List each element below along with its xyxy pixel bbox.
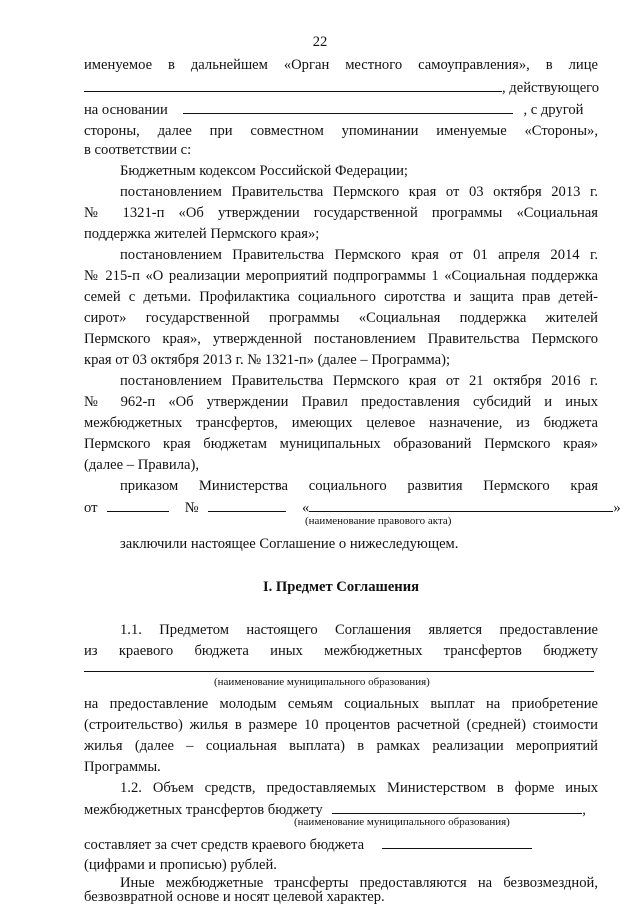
blank-field bbox=[107, 497, 169, 512]
text-line: именуемое в дальнейшем «Орган местного самоуправления», в лице bbox=[84, 57, 598, 73]
blank-field bbox=[84, 657, 594, 672]
page-number: 22 bbox=[312, 34, 328, 50]
text-fragment: от bbox=[84, 500, 98, 516]
text-line: из краевого бюджета иных межбюджетных трансфертов бюджету bbox=[84, 643, 598, 659]
field-caption: (наименование правового акта) bbox=[305, 515, 452, 527]
text-line bbox=[84, 77, 598, 98]
text-line: на предоставление молодым семьям социальных выплат на приобретение bbox=[84, 696, 598, 712]
text-line: (строительство) жилья в размере 10 процентов расчетной (средней) стоимости bbox=[84, 717, 598, 733]
text-line: постановлением Правительства Пермского края от 21 октября 2016 г. bbox=[120, 373, 598, 389]
field-caption: (наименование муниципального образования) bbox=[294, 816, 510, 828]
text-line: Программы. bbox=[84, 759, 161, 775]
text-line: безвозвратной основе и носят целевой характер. bbox=[84, 889, 385, 905]
text-fragment: , действующего bbox=[502, 80, 600, 96]
text-fragment: на основании bbox=[84, 102, 168, 118]
text-fragment: составляет за счет средств краевого бюджета bbox=[84, 837, 365, 853]
blank-field bbox=[183, 99, 513, 114]
blank-field bbox=[382, 834, 532, 849]
text-line: в соответствии с: bbox=[84, 142, 192, 158]
text-fragment: межбюджетных трансфертов бюджету bbox=[84, 802, 323, 818]
blank-field bbox=[332, 799, 582, 814]
text-line: сирот» государственной программы «Социальная поддержка жителей bbox=[84, 310, 598, 326]
blank-field bbox=[208, 497, 286, 512]
text-fragment: « bbox=[302, 500, 310, 516]
field-caption: (наименование муниципального образования) bbox=[214, 676, 430, 688]
text-line: № 1321-п «Об утверждении государственной программы «Социальная bbox=[84, 205, 598, 221]
text-line: постановлением Правительства Пермского края от 03 октября 2013 г. bbox=[120, 184, 598, 200]
blank-field bbox=[309, 497, 613, 512]
text-fragment: » bbox=[613, 500, 621, 516]
text-line: № 215-п «О реализации мероприятий подпрограммы 1 «Социальная поддержка bbox=[84, 268, 598, 284]
text-fragment: , с другой bbox=[523, 102, 584, 118]
text-line bbox=[84, 657, 598, 678]
section-heading: I. Предмет Соглашения bbox=[262, 579, 420, 595]
text-line: заключили настоящее Соглашение о нижеследующем. bbox=[120, 536, 459, 552]
text-fragment: , bbox=[582, 802, 586, 818]
text-line: межбюджетных трансфертов, имеющих целевое назначение, из бюджета bbox=[84, 415, 598, 431]
text-line: постановлением Правительства Пермского края от 01 апреля 2014 г. bbox=[120, 247, 598, 263]
text-line: поддержка жителей Пермского края»; bbox=[84, 226, 320, 242]
text-line: жилья (далее – социальная выплата) в рамках реализации мероприятий bbox=[84, 738, 598, 754]
text-line: Пермского края бюджетам муниципальных образований Пермского края» bbox=[84, 436, 598, 452]
text-line: (далее – Правила), bbox=[84, 457, 200, 473]
text-line: № 962-п «Об утверждении Правил предоставления субсидий и иных bbox=[84, 394, 598, 410]
text-fragment: № bbox=[184, 500, 199, 516]
blank-field bbox=[84, 77, 502, 92]
text-line bbox=[84, 99, 598, 120]
text-line: приказом Министерства социального развития Пермского края bbox=[120, 478, 598, 494]
text-line: края от 03 октября 2013 г. № 1321-п» (далее – Программа); bbox=[84, 352, 450, 368]
text-line: Бюджетным кодексом Российской Федерации; bbox=[120, 163, 408, 179]
text-line: 1.2. Объем средств, предоставляемых Министерством в форме иных bbox=[120, 780, 598, 796]
text-line: стороны, далее при совместном упоминании именуемые «Стороны», bbox=[84, 123, 598, 139]
text-line: Пермского края», утвержденной постановлением Правительства Пермского bbox=[84, 331, 598, 347]
text-line: (цифрами и прописью) рублей. bbox=[84, 857, 277, 873]
text-line: Иные межбюджетные трансферты предоставляются на безвозмездной, bbox=[120, 875, 598, 891]
text-line: семей с детьми. Профилактика социального сиротства и защита прав детей- bbox=[84, 289, 598, 305]
text-line: 1.1. Предметом настоящего Соглашения является предоставление bbox=[120, 622, 598, 638]
text-line bbox=[84, 834, 598, 855]
